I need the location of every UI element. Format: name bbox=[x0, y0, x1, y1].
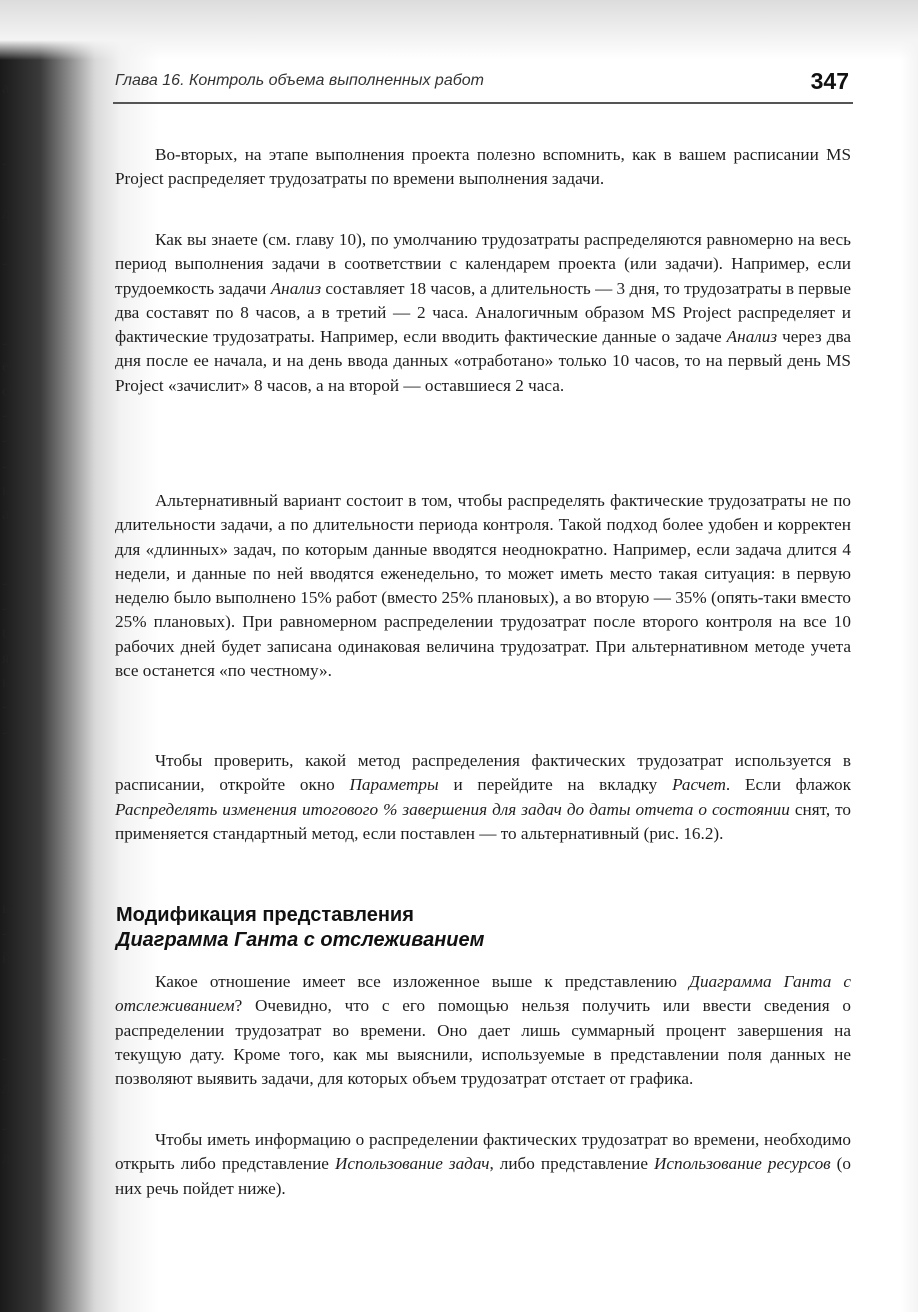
italic-term: Использование задач bbox=[334, 1154, 490, 1174]
margin-glyph: a bbox=[2, 80, 10, 97]
text-run: (о них речь пойдет ниже). bbox=[115, 1154, 852, 1198]
text-run: составляет 18 часов, а длительность — 3 дня, то трудозатраты в первые два составят по 8 часов, а в третий — 2 часа. Аналогичным образом MS Project распределяет и фактические трудозатраты. Например, если вводить фактические данные о задаче bbox=[115, 278, 851, 347]
margin-glyph: - bbox=[2, 600, 8, 617]
margin-glyph: л bbox=[2, 1150, 10, 1167]
text-run: Во-вторых, на этапе выполнения проекта полезно вспомнить, как в вашем расписании MS Project распределяет трудозатраты по времени выполнения задачи. bbox=[115, 145, 851, 189]
margin-glyph: я bbox=[2, 650, 10, 667]
margin-glyph: - bbox=[2, 458, 8, 475]
page-shadow bbox=[0, 0, 918, 60]
paragraph bbox=[115, 970, 851, 1091]
paragraph bbox=[115, 749, 851, 846]
section-heading bbox=[116, 903, 852, 953]
margin-glyph: а bbox=[2, 506, 10, 523]
italic-term: Анализ bbox=[726, 327, 778, 347]
margin-glyph: t bbox=[2, 625, 7, 642]
italic-term: Использование ресурсов bbox=[653, 1154, 831, 1174]
margin-glyph: - bbox=[2, 698, 8, 715]
margin-glyph: - bbox=[2, 255, 8, 272]
text-run: снят, то применяется стандартный метод, если поставлен — то альтернативный (рис. 16.2). bbox=[115, 799, 852, 843]
page-number: 347 bbox=[810, 68, 849, 94]
italic-term: Распределять изменения итогового % завершения для задач до даты отчета о состоянии bbox=[115, 799, 790, 819]
text-run: ? Очевидно, что с его помощью нельзя получить или ввести сведения о распределении трудозатрат во времени. Оно дает лишь суммарный процент завершения на текущую дату. Кроме того, как мы выяснили, используемые в представлении поля данных не позволяют выявить задачи, для которых объем трудозатрат отстает от графика. bbox=[115, 996, 851, 1089]
paragraph bbox=[115, 228, 851, 398]
margin-glyph: с bbox=[2, 383, 10, 400]
margin-glyph: - bbox=[2, 724, 8, 741]
section-heading-line-2: Диаграмма Ганта с отслеживанием bbox=[116, 929, 485, 951]
italic-term: Анализ bbox=[270, 278, 322, 298]
text-run: Чтобы иметь информацию о распределении фактических трудозатрат во времени, необходимо открыть либо представление bbox=[115, 1130, 851, 1174]
margin-glyph: е bbox=[2, 358, 10, 375]
paragraph bbox=[115, 1128, 851, 1201]
text-run: Какое отношение имеет все изложенное выше к представлению bbox=[155, 972, 690, 991]
previous-page-edge bbox=[0, 60, 16, 1167]
margin-glyph: й bbox=[2, 950, 11, 967]
paragraph bbox=[115, 489, 851, 683]
margin-glyph: - bbox=[2, 155, 8, 172]
margin-glyph: л bbox=[2, 205, 10, 222]
margin-glyph: - bbox=[2, 432, 8, 449]
section-heading-line-1: Модификация представления bbox=[116, 904, 414, 926]
margin-glyph: - bbox=[2, 925, 8, 942]
margin-glyph: - bbox=[2, 1120, 8, 1137]
italic-term: Диаграмма Ганта с отслеживанием bbox=[115, 972, 851, 1016]
text-run: Альтернативный вариант состоит в том, чтобы распределять фактические трудозатраты не по длительности задачи, а по длительности периода контроля. Такой подход более удобен и корректен для «длинных» задач, по которым данные вводятся неоднократно. Например, если задача длится 4 недели, и данные по ней вводятся еженедельно, то может иметь место такая ситуация: в первую неделю было выполнено 15% работ (вместо 25% плановых), а во вторую — 35% (опять-таки вместо 25% плановых). При равномерном распределении трудозатрат после второго контроля на все 10 рабочих дней будет записана одинаковая величина трудозатрат. При альтернативном методе учета все останется «по честному». bbox=[115, 491, 851, 681]
running-title: Глава 16. Контроль объема выполненных работ bbox=[115, 72, 484, 89]
margin-glyph: ь bbox=[2, 482, 10, 499]
margin-glyph: л bbox=[2, 1080, 10, 1097]
running-header bbox=[113, 68, 853, 104]
text-run: . Если флажок bbox=[725, 775, 851, 795]
text-run: через два дня после ее начала, и на день ввода данных «отработано» только 10 часов, то на первый день MS Project «зачислит» 8 часов, а на второй — оставшиеся 2 часа. bbox=[115, 327, 851, 395]
paragraph bbox=[115, 143, 851, 192]
margin-glyph: - bbox=[2, 575, 8, 592]
italic-term: Расчет bbox=[672, 775, 726, 795]
text-run: , либо представление bbox=[489, 1154, 654, 1174]
margin-glyph: - bbox=[2, 335, 8, 352]
text-run: Как вы знаете (см. главу 10), по умолчанию трудозатраты распределяются равномерно на весь период выполнения задачи в соответствии с календарем проекта (или задачи). Например, если трудоемкость задачи bbox=[115, 230, 851, 298]
text-run: и перейдите на вкладку bbox=[438, 775, 673, 795]
margin-glyph: - bbox=[2, 1050, 8, 1067]
margin-glyph: ь bbox=[2, 674, 10, 691]
italic-term: Параметры bbox=[349, 775, 439, 795]
margin-glyph: - bbox=[2, 407, 8, 424]
text-run: Чтобы проверить, какой метод распределения фактических трудозатрат используется в расписании, откройте окно bbox=[115, 751, 851, 795]
margin-glyph: ы bbox=[2, 900, 13, 917]
